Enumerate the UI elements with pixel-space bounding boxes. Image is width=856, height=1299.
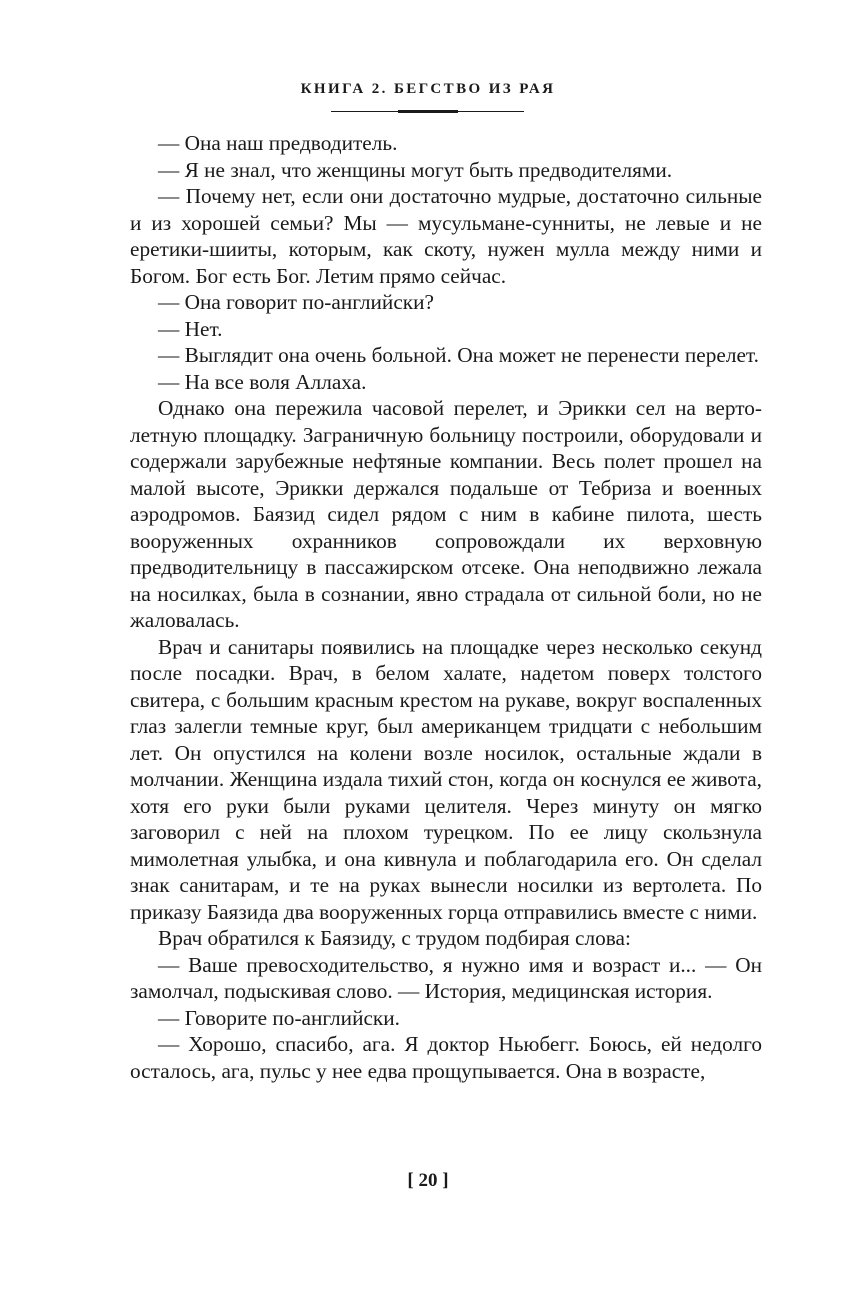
paragraph: — На все воля Аллаха. bbox=[158, 369, 367, 394]
paragraph: — Почему нет, если они достаточно мудрые, достаточно сильные и из хорошей семьи? Мы — мусульмане-сунниты, не левые и не еретики-шииты, которым, как скоту, нужен мулла между ними и Богом. Бог есть Бог. Летим прямо сейчас. bbox=[130, 184, 762, 288]
body-text bbox=[130, 130, 762, 1084]
running-head: КНИГА 2. БЕГСТВО ИЗ РАЯ bbox=[300, 81, 556, 97]
header-rule-accent bbox=[398, 110, 458, 113]
paragraph: — Нет. bbox=[158, 316, 223, 341]
paragraph: — Хорошо, спасибо, ага. Я доктор Ньюбегг. Боюсь, ей недолго осталось, ага, пульс у нее едва прощупывается. Она в возрасте, bbox=[130, 1032, 762, 1083]
paragraph: — Она говорит по-английски? bbox=[158, 290, 434, 314]
page-number: [ 20 ] bbox=[407, 1170, 449, 1191]
paragraph: — Я не знал, что женщины могут быть предводителями. bbox=[158, 157, 673, 182]
paragraph: Однако она пережила часовой перелет, и Эрикки сел на вертолетную площадку. Заграничную больницу построили, оборудовали и содержали зарубежные нефтяные компании. Весь полет прошел на малой высоте, Эрикки держался подальше от Тебриза и военных аэродромов. Баязид сидел рядом с ним в кабине пилота, шесть вооруженных охранников сопровождали их верховную предводительницу в пассажирском отсеке. Она неподвижно лежала на носилках, была в сознании, явно страдала от сильной боли, но не жаловалась. bbox=[130, 396, 762, 632]
paragraph: — Говорите по-английски. bbox=[158, 1005, 400, 1030]
paragraph: — Выглядит она очень больной. Она может не перенести перелет. bbox=[158, 343, 759, 367]
paragraph: — Ваше превосходительство, я нужно имя и возраст и... — Он замолчал, подыскивая слово. — История, медицинская история. bbox=[130, 952, 762, 1003]
paragraph: — Она наш предводитель. bbox=[158, 131, 398, 155]
paragraph: Врач обратился к Баязиду, с трудом подбирая слова: bbox=[158, 926, 631, 950]
paragraph: Врач и санитары появились на площадке через несколько секунд после посадки. Врач, в белом халате, надетом поверх толстого свитера, с большим красным крестом на рукаве, вокруг воспаленных глаз залегли темные круг, был американцем тридцати с небольшим лет. Он опустился на колени возле носилок, остальные ждали в молчании. Женщина издала тихий стон, когда он коснулся ее живота, хотя его руки были руками целителя. Через минуту он мягко заговорил с ней на плохом турецком. По ее лицу скользнула мимолетная улыбка, и она кивнула и поблагодарила его. Он сделал знак санитарам, и те на руках вынесли носилки из вертолета. По приказу Баязида два вооруженных горца отправились вместе с ними. bbox=[130, 634, 762, 924]
